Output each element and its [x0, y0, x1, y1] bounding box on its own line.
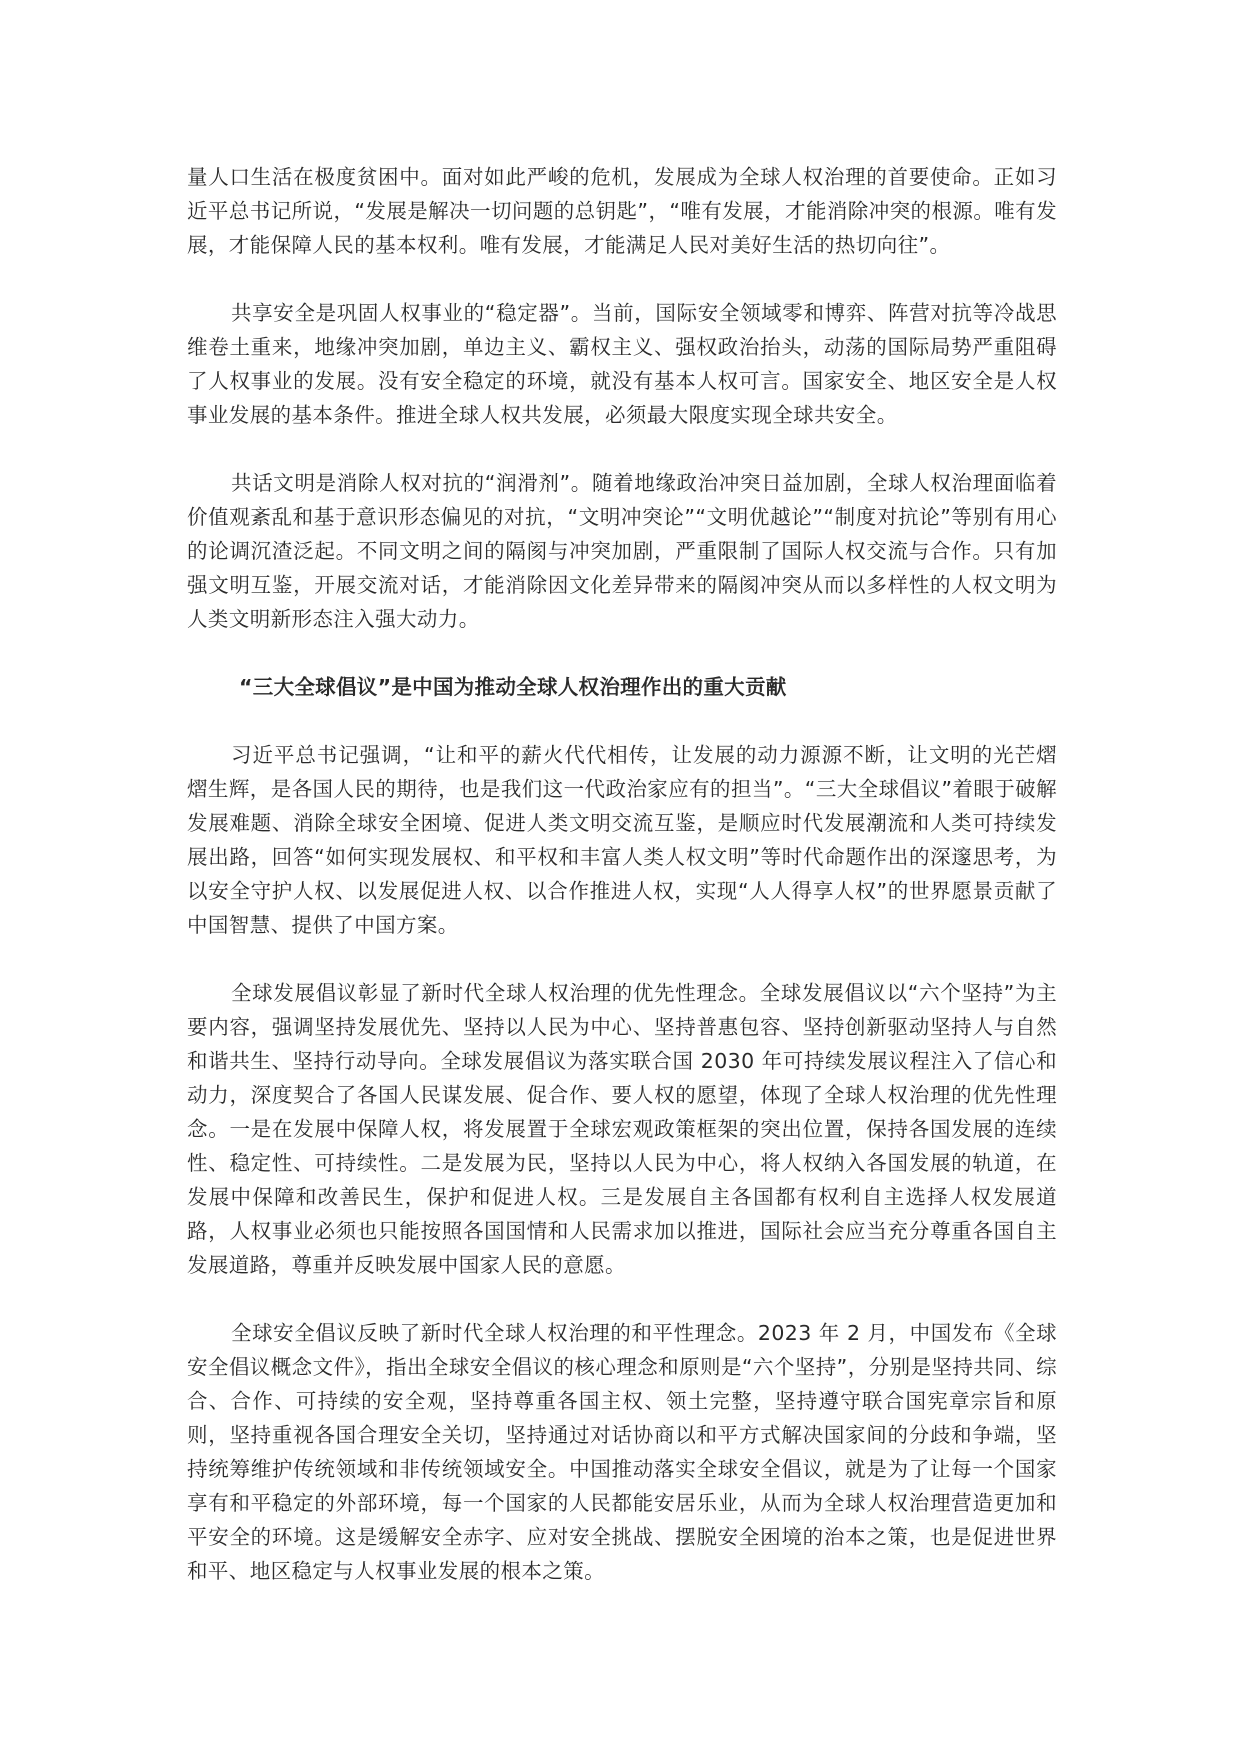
paragraph-continuation: 量人口生活在极度贫困中。面对如此严峻的危机，发展成为全球人权治理的首要使命。正如习近平总书记所说，“发展是解决一切问题的总钥匙”，“唯有发展，才能消除冲突的根源。唯有发展，才能保障人民的基本权利。唯有发展，才能满足人民对美好生活的热切向往”。: [187, 165, 1057, 257]
paragraph-three-initiatives: 习近平总书记强调，“让和平的薪火代代相传，让发展的动力源源不断，让文明的光芒熠熠生辉，是各国人民的期待，也是我们这一代政治家应有的担当”。“三大全球倡议”着眼于破解发展难题、消除全球安全困境、促进人类文明交流互鉴，是顺应时代发展潮流和人类可持续发展出路，回答“如何实现发展权、和平权和丰富人类人权文明”等时代命题作出的深邃思考，为以安全守护人权、以发展促进人权、以合作推进人权，实现“人人得享人权”的世界愿景贡献了中国智慧、提供了中国方案。: [187, 743, 1057, 937]
document-body: [187, 160, 1057, 1622]
paragraph-global-development-initiative: 全球发展倡议彰显了新时代全球人权治理的优先性理念。全球发展倡议以“六个坚持”为主要内容，强调坚持发展优先、坚持以人民为中心、坚持普惠包容、坚持创新驱动坚持人与自然和谐共生、坚持行动导向。全球发展倡议为落实联合国 2030 年可持续发展议程注入了信心和动力，深度契合了各国人民谋发展、促合作、要人权的愿望，体现了全球人权治理的优先性理念。一是在发展中保障人权，将发展置于全球宏观政策框架的突出位置，保持各国发展的连续性、稳定性、可持续性。二是发展为民，坚持以人民为中心，将人权纳入各国发展的轨道，在发展中保障和改善民生，保护和促进人权。三是发展自主各国都有权利自主选择人权发展道路，人权事业必须也只能按照各国国情和人民需求加以推进，国际社会应当充分尊重各国自主发展道路，尊重并反映发展中国家人民的意愿。: [187, 981, 1057, 1277]
section-heading: “三大全球倡议”是中国为推动全球人权治理作出的重大贡献: [239, 675, 787, 699]
paragraph-global-security-initiative: 全球安全倡议反映了新时代全球人权治理的和平性理念。2023 年 2 月，中国发布《全球安全倡议概念文件》，指出全球安全倡议的核心理念和原则是“六个坚持”，分别是坚持共同、综合、合作、可持续的安全观，坚持尊重各国主权、领土完整，坚持遵守联合国宪章宗旨和原则，坚持重视各国合理安全关切，坚持通过对话协商以和平方式解决国家间的分歧和争端，坚持统筹维护传统领域和非传统领域安全。中国推动落实全球安全倡议，就是为了让每一个国家享有和平稳定的外部环境，每一个国家的人民都能安居乐业，从而为全球人权治理营造更加和平安全的环境。这是缓解安全赤字、应对安全挑战、摆脱安全困境的治本之策，也是促进世界和平、地区稳定与人权事业发展的根本之策。: [187, 1321, 1057, 1583]
paragraph-shared-security: 共享安全是巩固人权事业的“稳定器”。当前，国际安全领域零和博弈、阵营对抗等冷战思维卷土重来，地缘冲突加剧，单边主义、霸权主义、强权政治抬头，动荡的国际局势严重阻碍了人权事业的发展。没有安全稳定的环境，就没有基本人权可言。国家安全、地区安全是人权事业发展的基本条件。推进全球人权共发展，必须最大限度实现全球共安全。: [187, 301, 1057, 427]
paragraph-shared-civilization: 共话文明是消除人权对抗的“润滑剂”。随着地缘政治冲突日益加剧，全球人权治理面临着价值观紊乱和基于意识形态偏见的对抗，“文明冲突论”“文明优越论”“制度对抗论”等别有用心的论调沉渣泛起。不同文明之间的隔阂与冲突加剧，严重限制了国际人权交流与合作。只有加强文明互鉴，开展交流对话，才能消除因文化差异带来的隔阂冲突从而以多样性的人权文明为人类文明新形态注入强大动力。: [187, 471, 1057, 631]
